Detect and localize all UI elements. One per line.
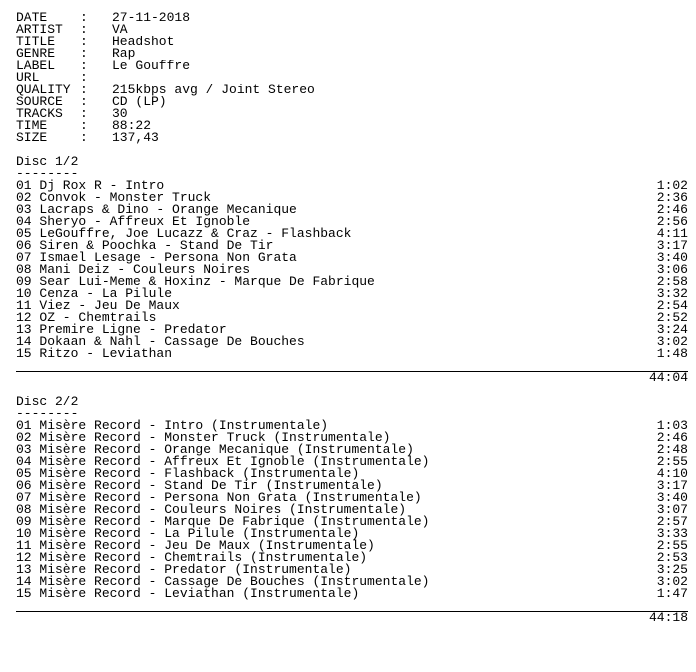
track-name: 05 Misère Record - Flashback (Instrumentale) (16, 466, 360, 481)
info-separator: : (80, 60, 88, 72)
track-name: 02 Convok - Monster Truck (16, 190, 212, 205)
info-separator: : (80, 48, 88, 60)
info-row-time (16, 120, 688, 132)
info-separator: : (80, 24, 88, 36)
track-row (16, 348, 688, 360)
track-time: 3:02 (656, 574, 688, 589)
info-key: TIME (16, 120, 48, 132)
info-key: ARTIST (16, 24, 63, 36)
info-key: TRACKS (16, 108, 63, 120)
disc-total-time: 44:04 (648, 370, 688, 385)
track-time: 3:07 (656, 502, 688, 517)
track-name: 01 Misère Record - Intro (Instrumentale) (16, 418, 329, 433)
track-time: 2:46 (656, 430, 688, 445)
disc-1 (16, 156, 688, 384)
info-separator: : (80, 36, 88, 48)
info-separator: : (80, 72, 88, 84)
track-name: 04 Misère Record - Affreux Et Ignoble (Instrumentale) (16, 454, 430, 469)
track-time: 2:56 (656, 214, 688, 229)
info-value: CD (LP) (112, 96, 167, 108)
track-time: 2:54 (656, 298, 688, 313)
info-key: LABEL (16, 60, 56, 72)
track-time: 3:17 (656, 478, 688, 493)
info-value: 137,43 (112, 132, 159, 144)
track-name: 12 OZ - Chemtrails (16, 310, 157, 325)
track-time: 1:03 (656, 418, 688, 433)
track-time: 2:58 (656, 274, 688, 289)
track-name: 07 Ismael Lesage - Persona Non Grata (16, 250, 297, 265)
track-name: 05 LeGouffre, Joe Lucazz & Craz - Flashback (16, 226, 352, 241)
info-separator: : (80, 108, 88, 120)
info-row-quality (16, 84, 688, 96)
track-list (16, 420, 688, 600)
nfo-document (16, 12, 688, 624)
info-value: Rap (112, 48, 136, 60)
info-key: TITLE (16, 36, 56, 48)
track-time: 2:36 (656, 190, 688, 205)
track-time: 3:17 (656, 238, 688, 253)
track-time: 3:25 (656, 562, 688, 577)
track-time: 2:48 (656, 442, 688, 457)
track-name: 03 Lacraps & Dino - Orange Mecanique (16, 202, 297, 217)
disc-2 (16, 396, 688, 624)
info-value: 27-11-2018 (112, 12, 191, 24)
track-list (16, 180, 688, 360)
info-row-title (16, 36, 688, 48)
track-name: 11 Misère Record - Jeu De Maux (Instrumentale) (16, 538, 375, 553)
info-value: 30 (112, 108, 128, 120)
info-value: 88:22 (112, 120, 152, 132)
info-separator: : (80, 132, 88, 144)
track-name: 09 Misère Record - Marque De Fabrique (Instrumentale) (16, 514, 430, 529)
track-time: 3:24 (656, 322, 688, 337)
info-row-size (16, 132, 688, 144)
track-name: 03 Misère Record - Orange Mecanique (Instrumentale) (16, 442, 414, 457)
track-name: 01 Dj Rox R - Intro (16, 178, 165, 193)
disc-underline: -------- (16, 406, 79, 421)
disc-total-time: 44:18 (648, 610, 688, 625)
info-key: QUALITY (16, 84, 71, 96)
track-name: 10 Cenza - La Pilule (16, 286, 173, 301)
track-time: 3:32 (656, 286, 688, 301)
track-name: 06 Siren & Poochka - Stand De Tir (16, 238, 274, 253)
track-row (16, 588, 688, 600)
track-time: 4:10 (656, 466, 688, 481)
info-row-source (16, 96, 688, 108)
info-separator: : (80, 12, 88, 24)
info-row-date (16, 12, 688, 24)
info-value: 215kbps avg / Joint Stereo (112, 84, 315, 96)
info-row-artist (16, 24, 688, 36)
track-name: 13 Misère Record - Predator (Instrumentale) (16, 562, 352, 577)
info-value: Headshot (112, 36, 175, 48)
info-key: SOURCE (16, 96, 63, 108)
info-row-genre (16, 48, 688, 60)
disc-title: Disc 1/2 (16, 156, 79, 168)
track-time: 2:57 (656, 514, 688, 529)
track-name: 09 Sear Lui-Meme & Hoxinz - Marque De Fabrique (16, 274, 375, 289)
track-name: 13 Premire Ligne - Predator (16, 322, 227, 337)
spacer (16, 144, 688, 156)
track-name: 14 Misère Record - Cassage De Bouches (Instrumentale) (16, 574, 430, 589)
track-time: 1:47 (656, 586, 688, 601)
track-time: 3:40 (656, 490, 688, 505)
track-time: 1:02 (656, 178, 688, 193)
track-name: 15 Misère Record - Leviathan (Instrumentale) (16, 586, 360, 601)
disc-underline: -------- (16, 166, 79, 181)
track-name: 06 Misère Record - Stand De Tir (Instrumentale) (16, 478, 383, 493)
info-key: GENRE (16, 48, 56, 60)
track-name: 10 Misère Record - La Pilule (Instrumentale) (16, 526, 360, 541)
info-separator: : (80, 120, 88, 132)
track-time: 2:55 (656, 538, 688, 553)
track-name: 08 Mani Deiz - Couleurs Noires (16, 262, 251, 277)
track-name: 12 Misère Record - Chemtrails (Instrumentale) (16, 550, 368, 565)
track-time: 4:11 (656, 226, 688, 241)
track-time: 2:46 (656, 202, 688, 217)
info-separator: : (80, 96, 88, 108)
info-value: Le Gouffre (112, 60, 191, 72)
track-name: 04 Sheryo - Affreux Et Ignoble (16, 214, 251, 229)
track-name: 02 Misère Record - Monster Truck (Instrumentale) (16, 430, 391, 445)
spacer (16, 384, 688, 396)
info-value: VA (112, 24, 128, 36)
info-separator: : (80, 84, 88, 96)
info-key: URL (16, 72, 40, 84)
track-time: 1:48 (656, 346, 688, 361)
track-time: 3:33 (656, 526, 688, 541)
track-name: 14 Dokaan & Nahl - Cassage De Bouches (16, 334, 305, 349)
track-time: 2:55 (656, 454, 688, 469)
track-name: 11 Viez - Jeu De Maux (16, 298, 180, 313)
track-time: 2:52 (656, 310, 688, 325)
track-name: 08 Misère Record - Couleurs Noires (Instrumentale) (16, 502, 407, 517)
info-row-url (16, 72, 688, 84)
track-time: 3:02 (656, 334, 688, 349)
disc-title: Disc 2/2 (16, 396, 79, 408)
release-info (16, 12, 688, 144)
info-row-tracks (16, 108, 688, 120)
info-key: DATE (16, 12, 48, 24)
track-time: 3:40 (656, 250, 688, 265)
info-row-label (16, 60, 688, 72)
track-name: 07 Misère Record - Persona Non Grata (Instrumentale) (16, 490, 422, 505)
info-key: SIZE (16, 132, 48, 144)
track-time: 3:06 (656, 262, 688, 277)
track-name: 15 Ritzo - Leviathan (16, 346, 173, 361)
track-time: 2:53 (656, 550, 688, 565)
